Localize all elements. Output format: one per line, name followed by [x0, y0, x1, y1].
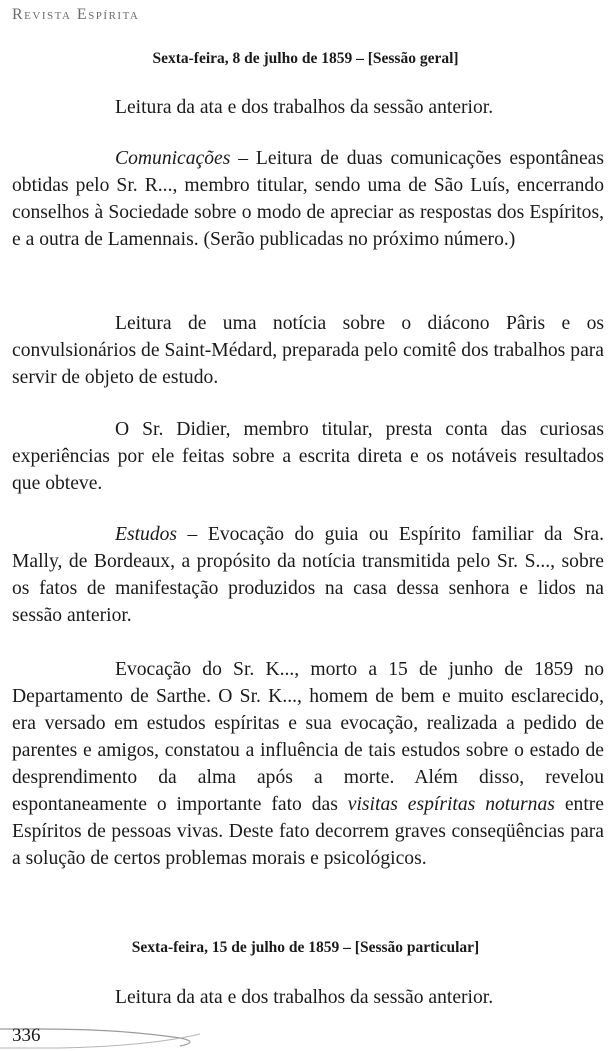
paragraph-body: – Evocação do guia ou Espírito familiar da Sra. Mally, de Bordeaux, a propósito da notícia transmitida pelo Sr. S..., sobre os fatos de manifestação produzidos na casa dessa senhora e lidos na sessão anterior. [12, 524, 604, 626]
paragraph-body: Evocação do Sr. K..., morto a 15 de junho de 1859 no Departamento de Sarthe. O Sr. K..., homem de bem e muito esclarecido, era versado em estudos espíritas e sua evocação, realizada a pedido de parentes e amigos, constatou a influência de tais estudos sobre o estado de desprendimento da alma após a morte. Além disso, revelou espontaneamente o importante fato das [12, 659, 604, 815]
session-heading-2: Sexta-feira, 15 de julho de 1859 – [Sessão particular] [131, 939, 480, 956]
running-header: Revista Espírita [12, 6, 140, 23]
paragraph-3: Leitura de uma notícia sobre o diácono Pâris e os convulsionários de Saint-Médard, preparada pelo comitê dos trabalhos para servir de objeto de estudo. [12, 313, 604, 388]
paragraph-1: Leitura da ata e dos trabalhos da sessão anterior. [115, 97, 494, 118]
paragraph-italic-phrase: visitas espíritas noturnas [347, 794, 555, 815]
footer-swoosh [0, 1024, 611, 1051]
paragraph-4: O Sr. Didier, membro titular, presta conta das curiosas experiências por ele feitas sobre a escrita direta e os notáveis resultados que obteve. [12, 419, 604, 494]
paragraph-lead-italic: Comunicações [115, 148, 231, 169]
page-number: 336 [12, 1025, 41, 1046]
paragraph-final: Leitura da ata e dos trabalhos da sessão anterior. [115, 987, 494, 1008]
paragraph-communications [12, 145, 604, 253]
paragraph-lead-italic: Estudos [115, 524, 178, 545]
paragraph-studies [12, 521, 604, 629]
paragraph-evocation [12, 656, 604, 872]
paragraph-body: – Leitura de duas comunicações espontâneas obtidas pelo Sr. R..., membro titular, sendo uma de São Luís, encerrando conselhos à Sociedade sobre o modo de apreciar as respostas dos Espíritos, e a outra de Lamennais. (Serão publicadas no próximo número.) [12, 148, 604, 250]
paragraph-body-end: entre Espíritos de pessoas vivas. Deste fato decorrem graves conseqüências para a solução de certos problemas morais e psicológicos. [12, 794, 604, 869]
session-heading-1: Sexta-feira, 8 de julho de 1859 – [Sessão geral] [152, 50, 459, 67]
